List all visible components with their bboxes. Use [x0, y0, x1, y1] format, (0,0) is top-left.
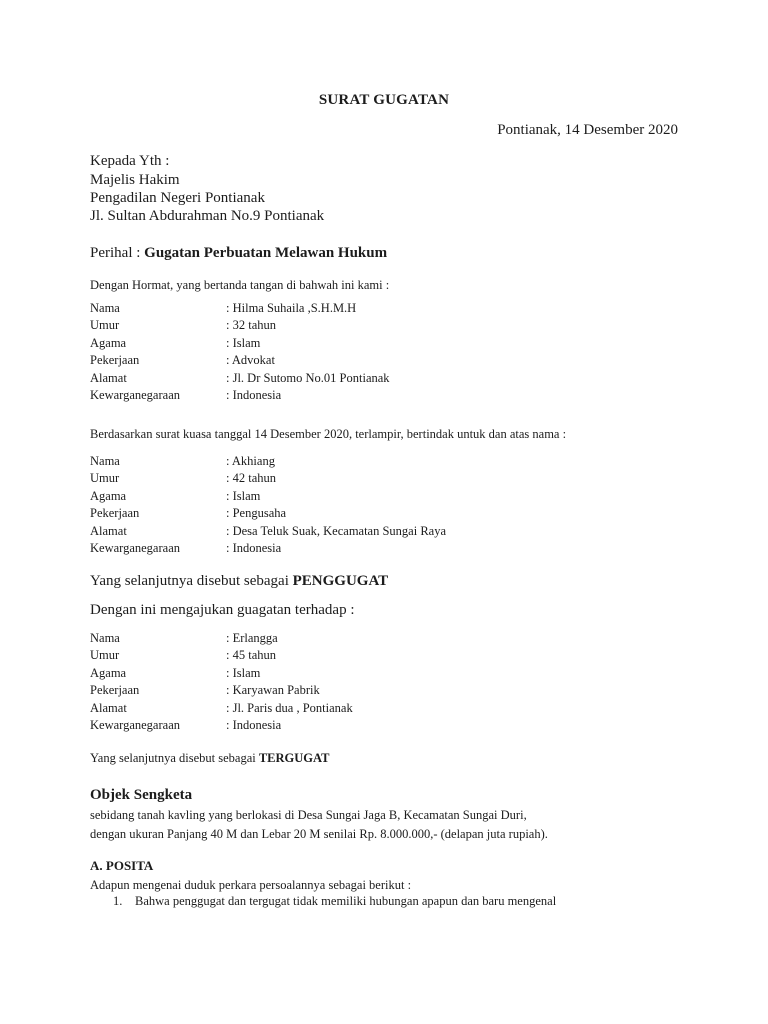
penggugat-text: Yang selanjutnya disebut sebagai — [90, 573, 293, 589]
field-value: : 42 tahun — [226, 471, 276, 486]
posita-intro: Adapun mengenai duduk perkara persoalannya sebagai berikut : — [90, 878, 412, 892]
perihal-label: Perihal : — [90, 245, 141, 261]
field-value: : Desa Teluk Suak, Kecamatan Sungai Raya — [226, 523, 447, 538]
objek-heading: Objek Sengketa — [90, 787, 193, 803]
field-label: Kewarganegaraan — [90, 717, 180, 732]
objek-line: sebidang tanah kavling yang berlokasi di Desa Sungai Jaga B, Kecamatan Sungai Duri, — [90, 808, 527, 822]
field-label: Agama — [90, 335, 127, 350]
field-value: : Indonesia — [226, 387, 282, 402]
field-label: Pekerjaan — [90, 683, 140, 698]
list-item: Bahwa penggugat dan tergugat tidak memiliki hubungan apapun dan baru mengenal — [135, 894, 557, 908]
field-value: : Islam — [226, 665, 261, 680]
intro-text: Dengan Hormat, yang bertanda tangan di bahwah ini kami : — [90, 278, 390, 292]
field-label: Nama — [90, 454, 120, 468]
field-value: : Karyawan Pabrik — [226, 683, 320, 698]
field-value: : Islam — [226, 335, 261, 350]
field-value: : Hilma Suhaila ,S.H.M.H — [226, 301, 357, 315]
page-title: SURAT GUGATAN — [318, 92, 450, 108]
field-value: : 32 tahun — [226, 318, 276, 333]
posita-heading: A. POSITA — [90, 858, 154, 873]
penggugat-line — [90, 573, 388, 590]
recipient-line: Majelis Hakim — [90, 172, 180, 188]
field-value: : Erlangga — [226, 631, 278, 645]
field-label: Pekerjaan — [90, 506, 140, 521]
field-label: Umur — [90, 318, 120, 333]
field-value: : Jl. Dr Sutomo No.01 Pontianak — [226, 370, 390, 385]
against-text: Dengan ini mengajukan guagatan terhadap : — [90, 602, 355, 618]
tergugat-text: Yang selanjutnya disebut sebagai — [90, 751, 259, 765]
field-label: Alamat — [90, 370, 127, 385]
field-value: : Akhiang — [226, 454, 275, 468]
field-label: Kewarganegaraan — [90, 387, 180, 402]
field-label: Kewarganegaraan — [90, 540, 180, 555]
field-label: Umur — [90, 471, 120, 486]
list-item-number: 1. — [113, 894, 123, 908]
field-value: : Islam — [226, 488, 261, 503]
recipient-line: Jl. Sultan Abdurahman No.9 Pontianak — [90, 208, 325, 224]
tergugat-word: TERGUGAT — [258, 751, 330, 765]
field-label: Nama — [90, 631, 120, 645]
objek-line: dengan ukuran Panjang 40 M dan Lebar 20 M senilai Rp. 8.000.000,- (delapan juta rupiah). — [90, 827, 548, 841]
field-value: : 45 tahun — [226, 648, 276, 663]
field-value: : Indonesia — [226, 717, 282, 732]
recipient-line: Kepada Yth : — [90, 153, 170, 169]
perihal-value: Gugatan Perbuatan Melawan Hukum — [144, 245, 388, 261]
field-value: : Jl. Paris dua , Pontianak — [226, 700, 353, 715]
field-label: Alamat — [90, 523, 127, 538]
field-label: Pekerjaan — [90, 353, 140, 368]
letter-date: Pontianak, 14 Desember 2020 — [497, 122, 678, 138]
field-value: : Indonesia — [226, 540, 282, 555]
field-label: Nama — [90, 301, 120, 315]
penggugat-word: PENGGUGAT — [292, 573, 389, 589]
field-label: Umur — [90, 648, 120, 663]
field-label: Agama — [90, 665, 127, 680]
field-label: Agama — [90, 488, 127, 503]
perihal-line — [90, 245, 387, 262]
tergugat-line — [90, 751, 329, 766]
field-value: : Pengusaha — [226, 506, 287, 521]
kuasa-text: Berdasarkan surat kuasa tanggal 14 Desember 2020, terlampir, bertindak untuk dan atas nama : — [90, 427, 567, 441]
recipient-line: Pengadilan Negeri Pontianak — [90, 190, 265, 206]
field-value: : Advokat — [226, 353, 275, 368]
field-label: Alamat — [90, 700, 127, 715]
